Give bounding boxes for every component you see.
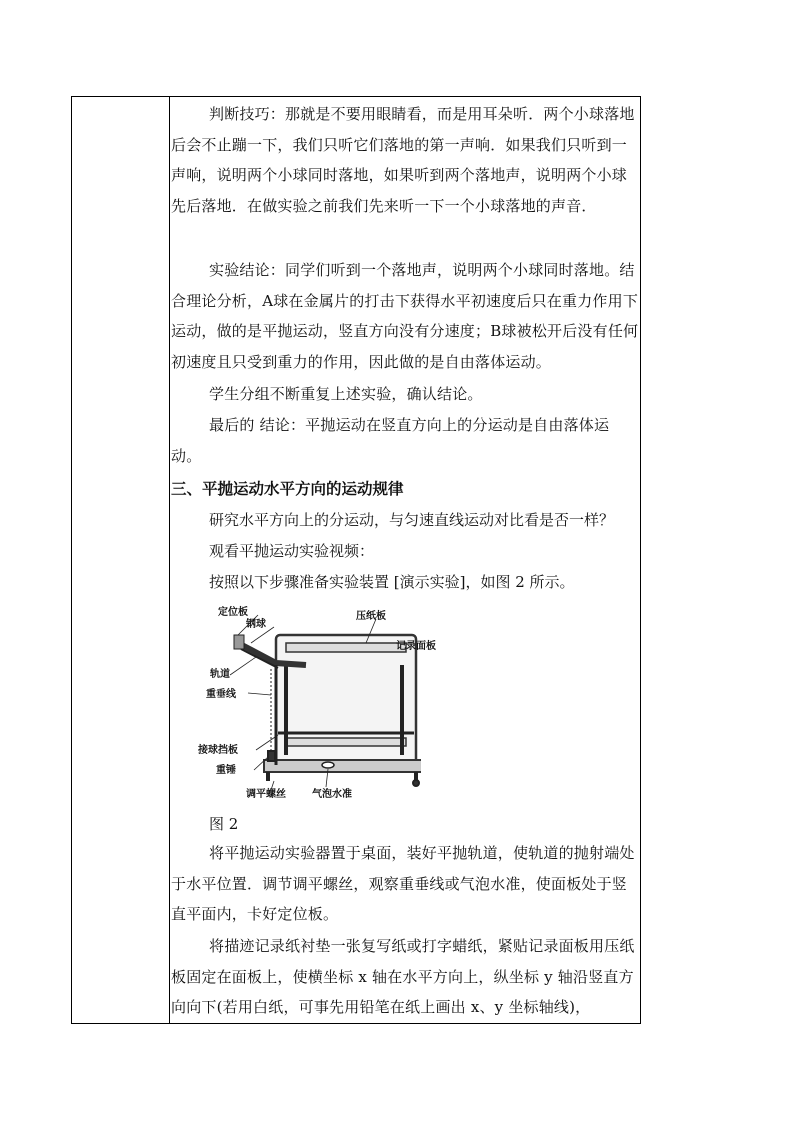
paragraph-group-repeat: 学生分组不断重复上述实验，确认结论。 — [209, 385, 483, 403]
label-catch-plate: 接球挡板 — [198, 745, 238, 756]
paragraph-experiment-conclusion: 实验结论：同学们听到一个落地声，说明两个小球同时落地。结合理论分析，A球在金属片的打击下获得水平初速度后只在重力作用下运动，做的是平抛运动，竖直方向没有分速度；B球被松开后没有任何初速度且只受到重力的作用，因此做的是自由落体运动。 — [171, 261, 639, 371]
label-pressure-plate: 压纸板 — [356, 611, 386, 622]
apparatus-diagram — [216, 605, 421, 805]
label-track: 轨道 — [210, 669, 230, 680]
label-positioning-plate: 定位板 — [218, 607, 248, 618]
content-cell — [171, 97, 640, 1023]
label-weight: 重锤 — [216, 765, 236, 776]
paragraph-final-conclusion: 最后的 结论：平抛运动在竖直方向上的分运动是自由落体运动。 — [171, 416, 610, 465]
section-heading-3: 三、平抛运动水平方向的运动规律 — [171, 480, 404, 498]
paragraph-record-paper: 将描迹记录纸衬垫一张复写纸或打字蜡纸，紧贴记录面板用压纸板固定在面板上，使横坐标 x 轴在水平方向上，纵坐标 y 轴沿竖直方向向下(若用白纸，可事先用铅笔在纸上画出 x、y 坐标轴线)， — [171, 937, 635, 1016]
apparatus-figure — [198, 605, 436, 805]
line-study-horizontal: 研究水平方向上的分运动，与匀速直线运动对比看是否一样？ — [209, 511, 615, 529]
paragraph-judging-technique: 判断技巧：那就是不要用眼睛看，而是用耳朵听．两个小球落地后会不止蹦一下，我们只听它们落地的第一声响．如果我们只听到一声响，说明两个小球同时落地，如果听到两个落地声，说明两个小球先后落地．在做实验之前我们先来听一下一个小球落地的声音． — [171, 105, 635, 215]
line-watch-video: 观看平抛运动实验视频： — [209, 542, 375, 560]
label-record-panel: 记录面板 — [396, 641, 436, 652]
label-bubble-level: 气泡水准 — [312, 789, 352, 800]
paragraph-setup-apparatus: 将平抛运动实验器置于桌面，装好平抛轨道，使轨道的抛射端处于水平位置．调节调平螺丝，观察重垂线或气泡水准，使面板处于竖直平面内，卡好定位板。 — [171, 844, 635, 923]
label-plumb-line: 重垂线 — [206, 689, 236, 700]
lesson-table — [71, 96, 641, 1024]
label-leveling-screw: 调平螺丝 — [246, 789, 286, 800]
label-steel-ball: 钢球 — [246, 619, 266, 630]
column-divider — [169, 97, 170, 1023]
figure-caption: 图 2 — [209, 815, 239, 833]
line-prepare-apparatus: 按照以下步骤准备实验装置 [演示实验]，如图 2 所示。 — [209, 573, 575, 591]
